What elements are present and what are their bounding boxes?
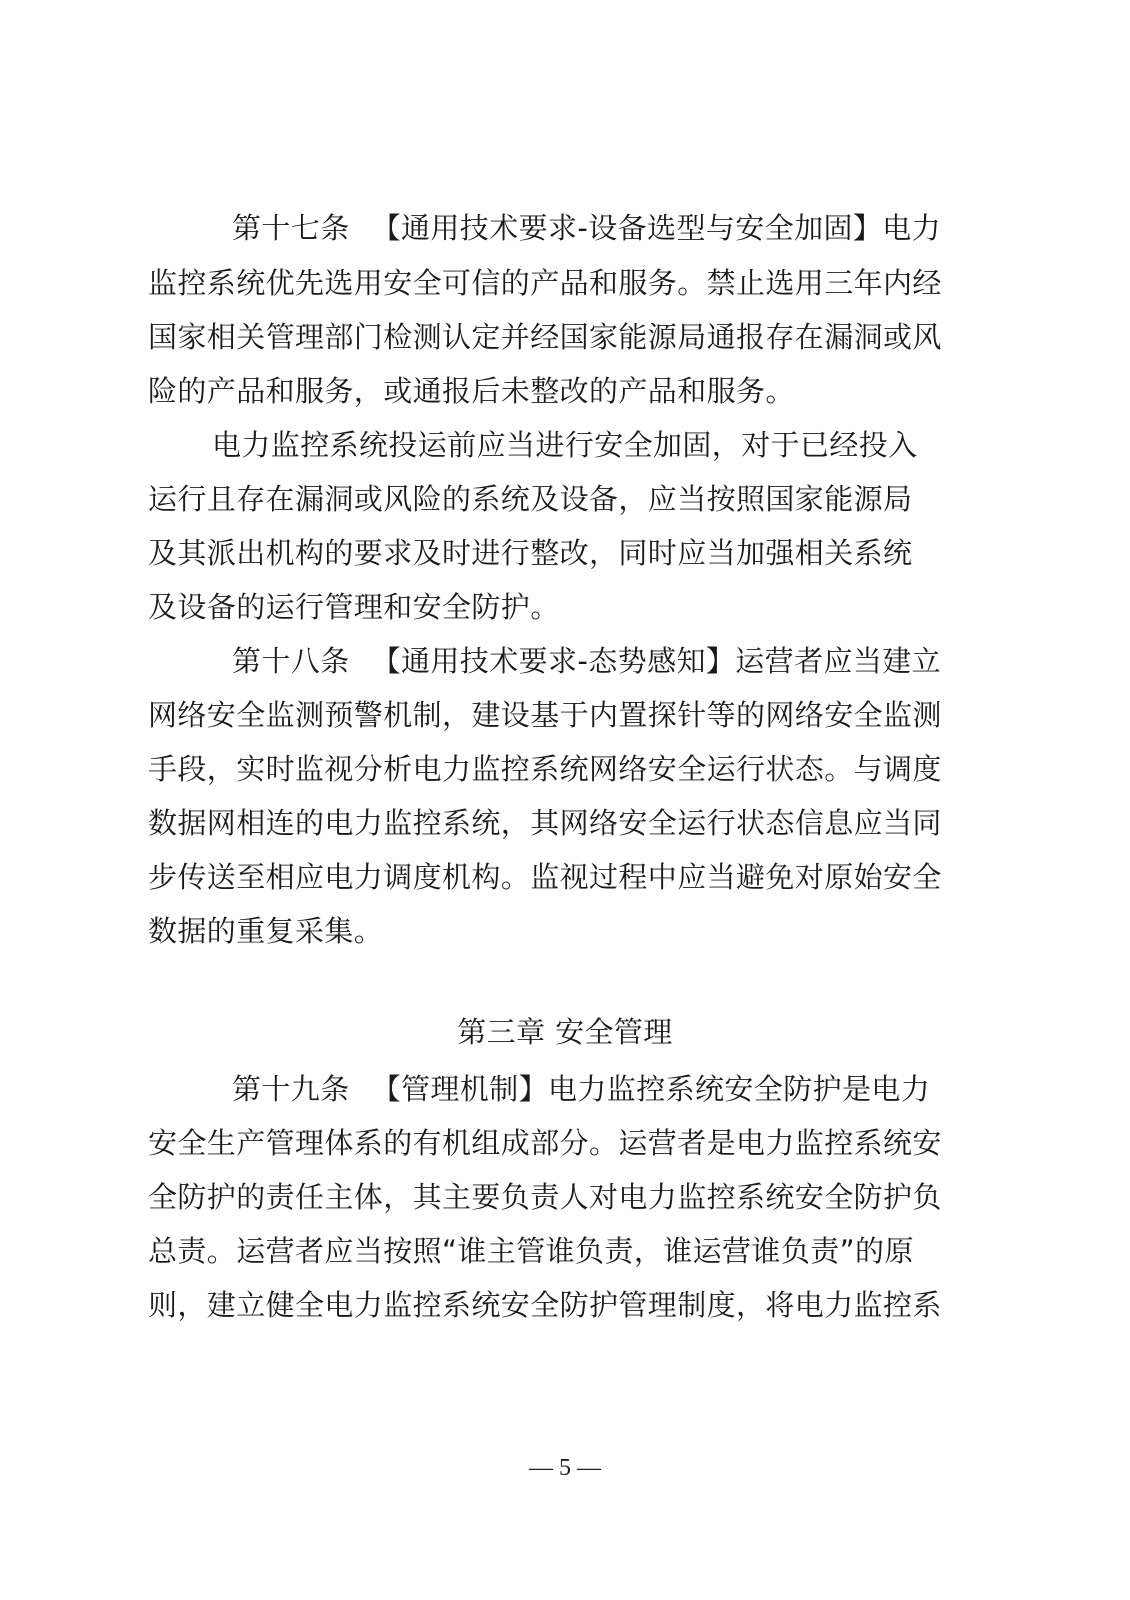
page-number: — 5 — (529, 1455, 601, 1481)
article-19-text-line-3: 全防护的责任主体，其主要负责人对电力监控系统安全防护负 (148, 1180, 942, 1214)
article-19-text-line-5: 则，建立健全电力监控系统安全防护管理制度，将电力监控系 (148, 1288, 942, 1322)
paragraph-2-line-2: 运行且存在漏洞或风险的系统及设备，应当按照国家能源局 (148, 482, 913, 516)
article-19-number: 第十九条 (232, 1072, 350, 1106)
article-17-text-line-3: 国家相关管理部门检测认定并经国家能源局通报存在漏洞或风 (148, 320, 942, 354)
article-18-text-line-5: 步传送至相应电力调度机构。监视过程中应当避免对原始安全 (148, 860, 942, 894)
article-18-heading-line (232, 641, 983, 681)
article-18-text-line-2: 网络安全监测预警机制，建设基于内置探针等的网络安全监测 (148, 698, 942, 732)
paragraph-2-line-3: 及其派出机构的要求及时进行整改，同时应当加强相关系统 (148, 536, 913, 570)
paragraph-2-line-1: 电力监控系统投运前应当进行安全加固，对于已经投入 (212, 428, 918, 462)
article-18-number: 第十八条 (232, 644, 350, 678)
paragraph-2-line-4: 及设备的运行管理和安全防护。 (148, 590, 560, 624)
article-17-text-line-2: 监控系统优先选用安全可信的产品和服务。禁止选用三年内经 (148, 266, 942, 300)
article-17-heading-line (232, 208, 983, 248)
article-18-text-line-3: 手段，实时监视分析电力监控系统网络安全运行状态。与调度 (148, 752, 942, 786)
chapter-3-heading: 第三章 安全管理 (457, 1015, 673, 1049)
article-17-text-line-1: 【通用技术要求-设备选型与安全加固】电力 (371, 211, 942, 245)
article-17-text-line-4: 险的产品和服务，或通报后未整改的产品和服务。 (148, 374, 795, 408)
article-19-text-line-2: 安全生产管理体系的有机组成部分。运营者是电力监控系统安 (148, 1126, 942, 1160)
article-19-text-line-1: 【管理机制】电力监控系统安全防护是电力 (371, 1072, 931, 1106)
article-18-text-line-6: 数据的重复采集。 (148, 914, 384, 948)
article-19-heading-line (232, 1069, 983, 1109)
article-19-text-line-4: 总责。运营者应当按照“谁主管谁负责，谁运营谁负责”的原 (148, 1234, 914, 1268)
article-18-text-line-4: 数据网相连的电力监控系统，其网络安全运行状态信息应当同 (148, 806, 942, 840)
article-17-number: 第十七条 (232, 211, 350, 245)
article-18-text-line-1: 【通用技术要求-态势感知】运营者应当建立 (371, 644, 942, 678)
